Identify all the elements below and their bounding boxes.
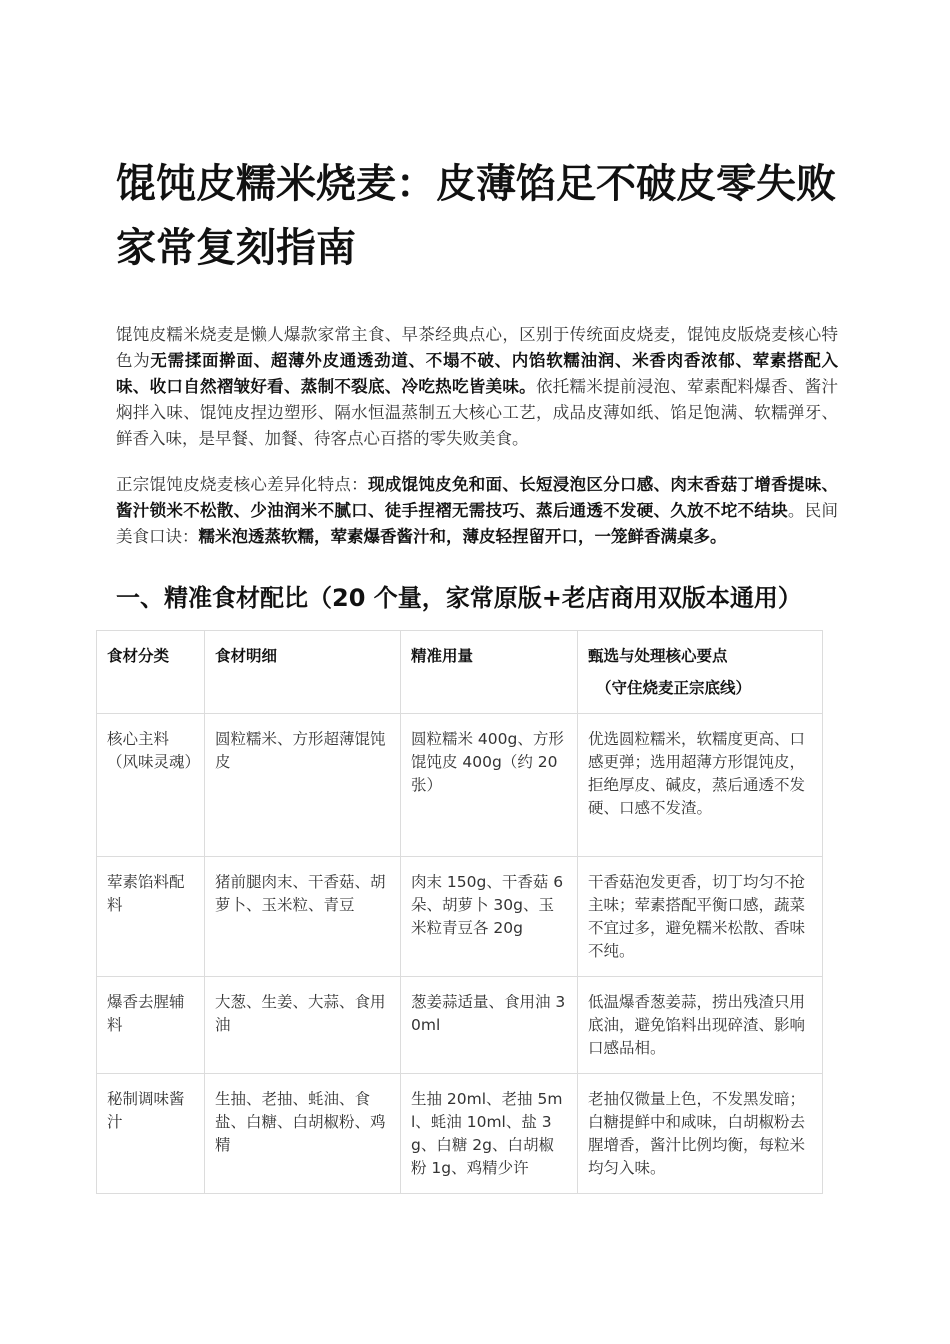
cell-amount: 肉末 150g、干香菇 6 朵、胡萝卜 30g、玉米粒青豆各 20g [401, 857, 578, 977]
header-category: 食材分类 [97, 631, 205, 714]
cell-details: 大葱、生姜、大蒜、食用油 [205, 977, 401, 1074]
features-paragraph [116, 472, 838, 550]
section-heading: 一、精准食材配比（20 个量，家常原版+老店商用双版本通用） [116, 584, 802, 612]
cell-details: 圆粒糯米、方形超薄馄饨皮 [205, 714, 401, 857]
cell-details: 生抽、老抽、蚝油、食盐、白糖、白胡椒粉、鸡精 [205, 1074, 401, 1194]
folk-saying: 糯米泡透蒸软糯，荤素爆香酱汁和，薄皮轻捏留开口，一笼鲜香满桌多。 [198, 527, 727, 546]
table-header-row [97, 631, 823, 714]
cell-amount: 生抽 20ml、老抽 5ml、蚝油 10ml、盐 3g、白糖 2g、白胡椒粉 1g、鸡精少许 [401, 1074, 578, 1194]
cell-category: 荤素馅料配料 [97, 857, 205, 977]
features-lead: 正宗馄饨皮烧麦核心差异化特点： [116, 475, 368, 494]
cell-details: 猪前腿肉末、干香菇、胡萝卜、玉米粒、青豆 [205, 857, 401, 977]
table-row [97, 977, 823, 1074]
intro-paragraph [116, 322, 838, 452]
cell-category: 核心主料（风味灵魂） [97, 714, 205, 857]
header-tips [578, 631, 823, 714]
header-details: 食材明细 [205, 631, 401, 714]
table-row [97, 714, 823, 857]
document-title: 馄饨皮糯米烧麦：皮薄馅足不破皮零失败家常复刻指南 [116, 161, 836, 271]
header-tips-label: 甄选与处理核心要点 [588, 647, 728, 665]
features-text: 。民间美食口诀： [116, 501, 839, 546]
cell-category: 秘制调味酱汁 [97, 1074, 205, 1194]
cell-amount: 葱姜蒜适量、食用油 30ml [401, 977, 578, 1074]
table-row [97, 857, 823, 977]
intro-highlight: 无需揉面擀面、超薄外皮通透劲道、不塌不破、内馅软糯油润、米香肉香浓郁、荤素搭配入味、收口自然褶皱好看、蒸制不裂底、冷吃热吃皆美味。 [116, 351, 839, 396]
table-row [97, 1074, 823, 1194]
header-tips-note: （守住烧麦正宗底线） [596, 679, 752, 697]
cell-tips: 老抽仅微量上色，不发黑发暗；白糖提鲜中和咸味，白胡椒粉去腥增香，酱汁比例均衡，每粒米均匀入味。 [578, 1074, 823, 1194]
intro-text: 馄饨皮糯米烧麦是懒人爆款家常主食、早茶经典点心，区别于传统面皮烧麦，馄饨皮版烧麦核心特色为 [116, 325, 838, 370]
cell-amount: 圆粒糯米 400g、方形馄饨皮 400g（约 20 张） [401, 714, 578, 857]
header-amount: 精准用量 [401, 631, 578, 714]
cell-tips: 优选圆粒糯米，软糯度更高、口感更弹；选用超薄方形馄饨皮，拒绝厚皮、碱皮，蒸后通透不发硬、口感不发渣。 [578, 714, 823, 857]
features-highlight: 现成馄饨皮免和面、长短浸泡区分口感、肉末香菇丁增香提味、酱汁锁米不松散、少油润米不腻口、徒手捏褶无需技巧、蒸后通透不发硬、久放不坨不结块 [116, 475, 839, 520]
cell-tips: 低温爆香葱姜蒜，捞出残渣只用底油，避免馅料出现碎渣、影响口感品相。 [578, 977, 823, 1074]
ingredients-table [96, 630, 823, 1194]
intro-text: 依托糯米提前浸泡、荤素配料爆香、酱汁焖拌入味、馄饨皮捏边塑形、隔水恒温蒸制五大核心工艺，成品皮薄如纸、馅足饱满、软糯弹牙、鲜香入味，是早餐、加餐、待客点心百搭的零失败美食。 [116, 377, 839, 448]
cell-category: 爆香去腥辅料 [97, 977, 205, 1074]
cell-tips: 干香菇泡发更香，切丁均匀不抢主味；荤素搭配平衡口感，蔬菜不宜过多，避免糯米松散、香味不纯。 [578, 857, 823, 977]
